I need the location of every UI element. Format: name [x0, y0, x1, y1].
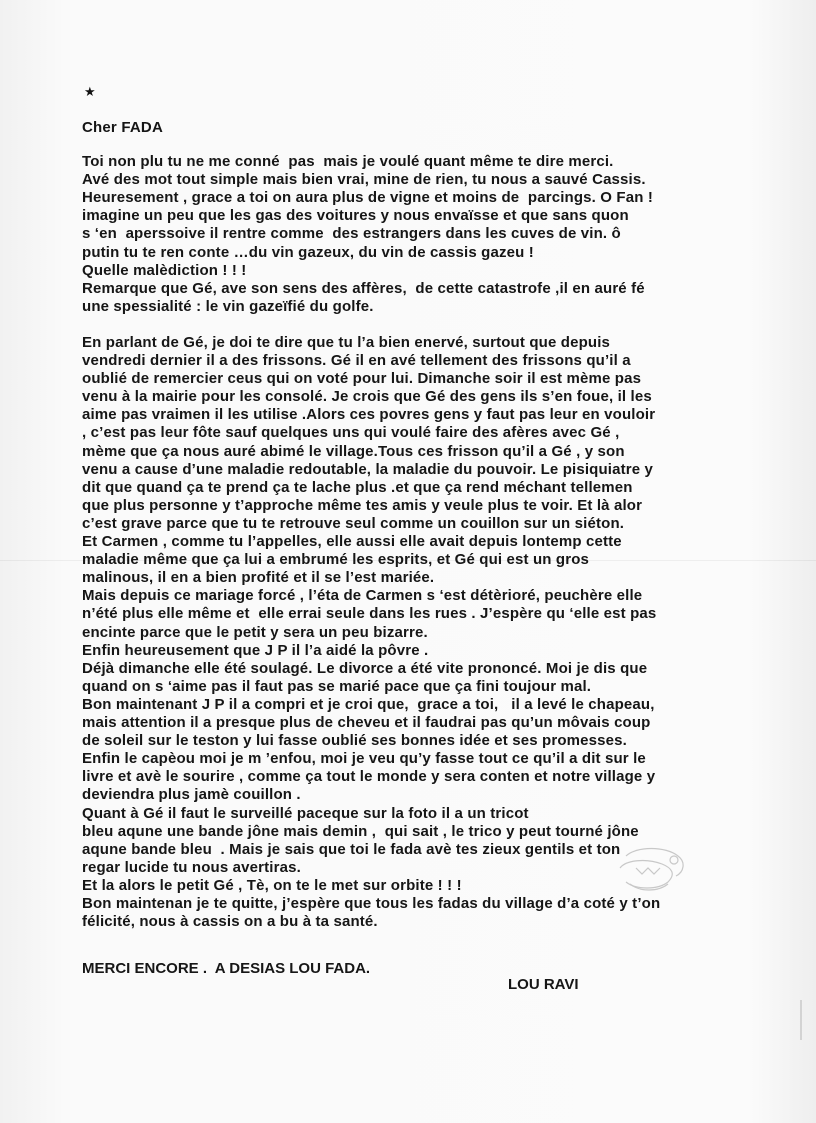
letter-line: encinte parce que le petit y sera un peu bizarre.: [82, 623, 428, 641]
letter-line: regar lucide tu nous avertiras.: [82, 858, 301, 876]
letter-line: Déjà dimanche elle été soulagé. Le divorce a été vite prononcé. Moi je dis que: [82, 659, 648, 677]
pencil-sketch-drawing: [606, 838, 696, 898]
closing-line: MERCI ENCORE . A DESIAS LOU FADA.: [82, 960, 371, 977]
letter-line: Et Carmen , comme tu l’appelles, elle aussi elle avait depuis lontemp cette: [82, 533, 622, 550]
letter-line: Bon maintenan je te quitte, j’espère que tous les fadas du village d’a coté y t’on: [82, 895, 661, 912]
letter-line: aqune bande bleu . Mais je sais que toi le fada avè tes zieux gentils et ton: [82, 840, 621, 858]
letter-line: aime pas vraimen il les utilise .Alors ces povres gens y faut pas leur en vouloir: [82, 406, 656, 424]
letter-line: Bon maintenant J P il a compri et je croi que, grace a toi, il a levé le chapeau,: [82, 695, 655, 713]
salutation: Cher FADA: [82, 119, 163, 136]
letter-line: Toi non plu tu ne me conné pas mais je voulé quant même te dire merci.: [82, 153, 614, 170]
letter-line: malinous, il en a bien profité et il se l’est mariée.: [82, 569, 435, 587]
letter-line: livre et avè le sourire , comme ça tout le monde y sera conten et notre village y: [82, 768, 656, 786]
letter-line: , c’est pas leur fôte sauf quelques uns qui voulé faire des afères avec Gé ,: [82, 424, 620, 442]
letter-line: Mais depuis ce mariage forcé , l’éta de Carmen s ‘est détèrioré, peuchère elle: [82, 587, 643, 605]
letter-line: Quelle malèdiction ! ! !: [82, 261, 247, 279]
letter-line: Quant à Gé il faut le surveillé paceque sur la foto il a un tricot: [82, 804, 529, 822]
letter-line: Avé des mot tout simple mais bien vrai, mine de rien, tu nous a sauvé Cassis.: [82, 171, 646, 189]
letter-line: une spessialité : le vin gazeïfié du golfe.: [82, 297, 374, 315]
letter-line: quand on s ‘aime pas il faut pas se marié pace que ça fini toujour mal.: [82, 677, 592, 695]
letter-line: venu à la mairie pour les consolé. Je crois que Gé des gens ils s’en foue, il les: [82, 388, 652, 406]
star-mark: ★: [84, 84, 96, 99]
letter-line: Heuresement , grace a toi on aura plus de vigne et moins de parcings. O Fan !: [82, 189, 654, 207]
letter-line: que plus personne y t’approche même tes amis y veule plus te voir. Et là alor: [82, 496, 643, 514]
letter-line: de soleil sur le teston y lui fasse oublié ses bonnes idée et ses promesses.: [82, 732, 627, 750]
letter-line: venu a cause d’une maladie redoutable, la maladie du pouvoir. Le pisiquiatre y: [82, 460, 654, 478]
letter-line: vendredi dernier il a des frissons. Gé il en avé tellement des frissons qu’il a: [82, 352, 631, 369]
letter-line: En parlant de Gé, je doi te dire que tu l’a bien enervé, surtout que depuis: [82, 333, 611, 351]
letter-line: deviendra plus jamè couillon .: [82, 786, 301, 804]
letter-line: maladie même que ça lui a embrumé les esprits, et Gé qui est un gros: [82, 551, 590, 569]
signature: LOU RAVI: [508, 976, 579, 993]
letter-line: c’est grave parce que tu te retrouve seul comme un couillon sur un siéton.: [82, 514, 625, 532]
letter-line: imagine un peu que les gas des voitures y nous envaïsse et que sans quon: [82, 207, 629, 225]
letter-line: Enfin le capèou moi je m ’enfou, moi je veu qu’y fasse tout ce qu’il a dit sur le: [82, 750, 646, 768]
letter-line: dit que quand ça te prend ça te lache plus .et que ça rend méchant tellemen: [82, 478, 633, 496]
letter-line: Enfin heureusement que J P il l’a aidé la pôvre .: [82, 641, 429, 659]
letter-line: s ‘en aperssoive il rentre comme des estrangers dans les cuves de vin. ô: [82, 225, 621, 243]
letter-line: oublié de remercier ceus qui on voté pour lui. Dimanche soir il est mème pas: [82, 370, 642, 388]
letter-line: Et la alors le petit Gé , Tè, on te le met sur orbite ! ! !: [82, 876, 462, 894]
letter-line: n’été plus elle même et elle errai seule dans les rues . J’espère qu ‘elle est pas: [82, 605, 657, 623]
letter-line: putin tu te ren conte …du vin gazeux, du vin de cassis gazeu !: [82, 243, 534, 261]
letter-line: bleu aqune une bande jône mais demin , qui sait , le trico y peut tourné jône: [82, 822, 639, 840]
paper-edge-mark: [800, 1000, 802, 1040]
letter-line: mais attention il a presque plus de cheveu et il faudrai pas qu’un môvais coup: [82, 714, 651, 731]
letter-line: félicité, nous à cassis on a bu à ta santé.: [82, 913, 378, 931]
letter-line: Remarque que Gé, ave son sens des affères, de cette catastrofe ,il en auré fé: [82, 279, 645, 297]
letter-line: mème que ça nous auré abimé le village.Tous ces frisson qu’il a Gé , y son: [82, 442, 625, 460]
